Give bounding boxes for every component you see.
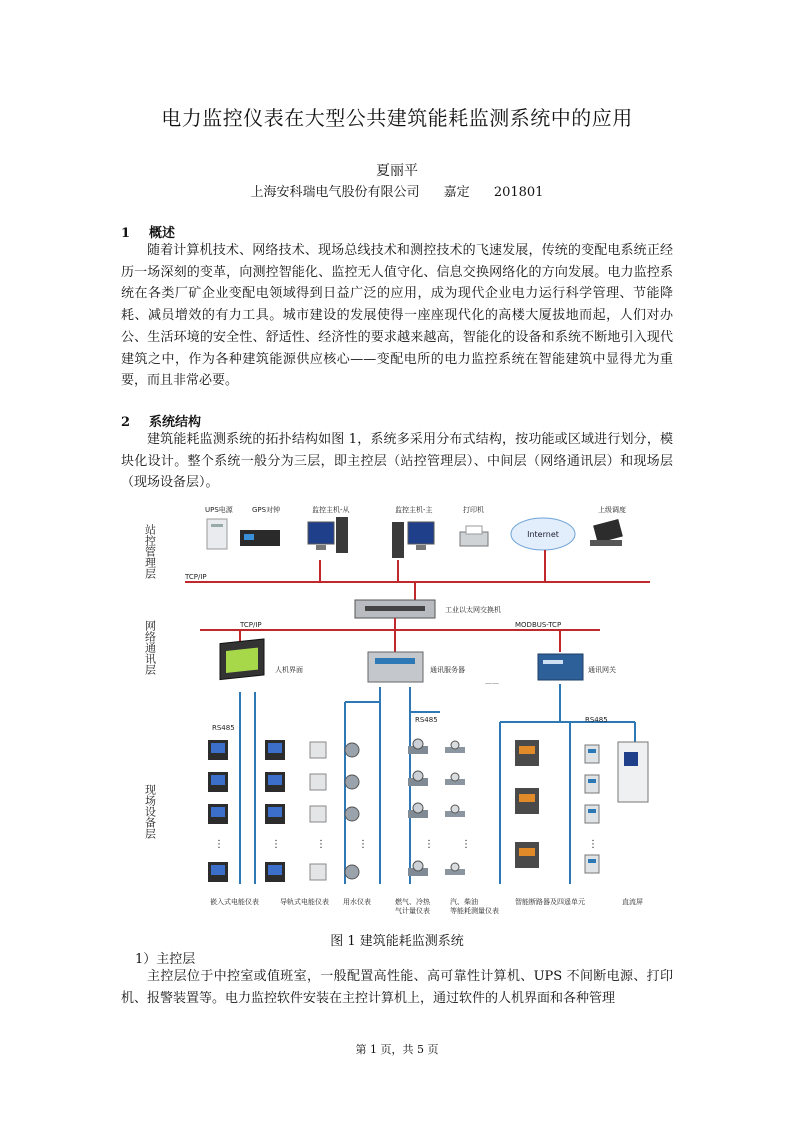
layer-label-network: 网络通讯层 (143, 620, 157, 675)
panel-meter-icon (265, 862, 285, 882)
water-meter-icon (345, 807, 359, 821)
ellipsis-mark: ⋮ (424, 839, 434, 850)
top-device-label: GPS对钟 (252, 506, 281, 514)
panel-meter-icon (265, 740, 285, 760)
layer-labels (144, 523, 157, 840)
flow-meter-icon (445, 773, 465, 785)
section-1-paragraph: 随着计算机技术、网络技术、现场总线技术和测控技术的飞速发展，传统的变配电系统正经历一场深刻的变革，向测控智能化、监控无人值守化、信息交换网络化的方向发展。电力监控系统在各类厂矿企业变配电领域得到日益广泛的应用，成为现代企业电力运行科学管理、节能降耗、减员增效的有力工具。城市建设的发展使得一座座现代化的高楼大厦拔地而起，人们对办公、生活环境的安全性、舒适性、经济性的要求越来越高，智能化的设备和系统不断地引入现代建筑之中，作为各种建筑能源供应核心——变配电所的电力监控系统在智能建筑中显得尤为重要，而且非常必要。 (121, 243, 673, 389)
mid-device-label: 通讯服务器 (430, 666, 465, 674)
flow-meter-icon (445, 863, 465, 875)
ups-device (207, 519, 227, 549)
ellipsis-mark: ⋮ (358, 839, 368, 850)
water-meter-icon (345, 865, 359, 879)
top-device-label: 上级调度 (598, 506, 626, 514)
internet-cloud (511, 518, 575, 550)
section-1-title: 概述 (149, 226, 176, 241)
ellipsis-mark: ⋮ (271, 839, 281, 850)
svg-text:RS485: RS485 (212, 724, 235, 732)
figure-caption: 图 1 建筑能耗监测系统 (330, 934, 464, 949)
breaker-icon (515, 788, 539, 814)
field-device-label: 智能断路器及四遥单元 (515, 898, 585, 906)
host-slave (308, 517, 348, 553)
flow-meter-icon (445, 805, 465, 817)
water-meter-icon (345, 775, 359, 789)
printer-device (460, 526, 488, 546)
paper-title: 电力监控仪表在大型公共建筑能耗监测系统中的应用 (161, 106, 633, 130)
layer-label-field: 现场设备层 (143, 784, 157, 839)
ellipsis-mark: ⋮ (588, 839, 598, 850)
subsection-heading: 1）主控层 (135, 952, 196, 967)
dc-panel-icon (618, 742, 648, 802)
ellipsis-mark: ⋮ (316, 839, 326, 850)
comm-gateway (538, 654, 583, 680)
panel-meter-icon (265, 804, 285, 824)
svg-text:TCP/IP: TCP/IP (240, 621, 262, 629)
section-2-number: 2 (121, 415, 131, 430)
water-meter-icon (345, 743, 359, 757)
rail-meter-icon (310, 742, 326, 758)
field-device-label: 导轨式电能仪表 (280, 898, 329, 906)
dispatch-laptop (590, 519, 623, 546)
svg-text:工业以太网交换机: 工业以太网交换机 (445, 606, 501, 614)
mid-device-label: 通讯网关 (588, 666, 616, 674)
panel-meter-icon (265, 772, 285, 792)
remote-unit-icon (585, 745, 599, 763)
section-2-title: 系统结构 (149, 415, 202, 430)
host-master (392, 522, 434, 558)
top-device-label: 监控主机-从 (312, 506, 350, 514)
ethernet-switch (355, 600, 501, 618)
affiliation (0, 181, 794, 200)
field-device-label: 汽、柴油等能耗测量仪表 (450, 898, 499, 915)
layer-label-station: 站控管理层 (143, 524, 157, 579)
section-2-heading (121, 411, 201, 430)
comm-server (368, 652, 423, 682)
main-control-paragraph: 主控层位于中控室或值班室，一般配置高性能、高可靠性计算机、UPS 不间断电源、打印机、报警装置等。电力监控软件安装在主控计算机上，通过软件的人机界面和各种管理 (121, 969, 673, 1006)
mid-device-label: 人机界面 (275, 666, 303, 674)
affiliation-company: 上海安科瑞电气股份有限公司 (250, 185, 420, 200)
ellipsis-mark: ⋮ (461, 839, 471, 850)
svg-text:TCP/IP: TCP/IP (185, 573, 207, 581)
rail-meter-icon (310, 806, 326, 822)
panel-meter-icon (208, 740, 228, 760)
svg-text:RS485: RS485 (585, 716, 608, 724)
svg-text:RS485: RS485 (415, 716, 438, 724)
top-device-label: 监控主机-主 (395, 506, 433, 514)
topology-figure (140, 502, 660, 922)
remote-unit-icon (585, 855, 599, 873)
page-footer: 第 1 页，共 5 页 (355, 1043, 439, 1056)
panel-meter-icon (208, 862, 228, 882)
svg-text:MODBUS-TCP: MODBUS-TCP (515, 621, 562, 629)
ellipsis-mark: ⋮ (214, 839, 224, 850)
breaker-icon (515, 740, 539, 766)
svg-text:——: —— (485, 679, 499, 687)
flow-meter-icon (445, 741, 465, 753)
section-2-paragraph: 建筑能耗监测系统的拓扑结构如图 1，系统多采用分布式结构，按功能或区域进行划分，模块化设计。整个系统一般分为三层，即主控层（站控管理层）、中间层（网络通讯层）和现场层（现场设备层）。 (121, 432, 673, 491)
hmi-device (220, 639, 264, 680)
remote-unit-icon (585, 805, 599, 823)
svg-text:Internet: Internet (527, 530, 559, 539)
top-device-label: 打印机 (463, 506, 484, 514)
field-device-label: 燃气、冷热气计量仪表 (395, 898, 430, 915)
section-1-heading (121, 222, 175, 241)
breaker-icon (515, 842, 539, 868)
remote-unit-icon (585, 775, 599, 793)
rail-meter-icon (310, 774, 326, 790)
field-device-label: 用水仪表 (343, 898, 371, 906)
rail-meter-icon (310, 864, 326, 880)
affiliation-city: 嘉定 (443, 185, 470, 200)
top-device-label: UPS电源 (205, 506, 233, 514)
panel-meter-icon (208, 804, 228, 824)
affiliation-postcode: 201801 (493, 185, 544, 200)
field-device-label: 嵌入式电能仪表 (210, 898, 259, 906)
section-1-number: 1 (121, 226, 131, 241)
gps-device (240, 530, 280, 546)
field-device-label: 直流屏 (622, 898, 643, 906)
author: 夏丽平 (376, 163, 418, 179)
panel-meter-icon (208, 772, 228, 792)
